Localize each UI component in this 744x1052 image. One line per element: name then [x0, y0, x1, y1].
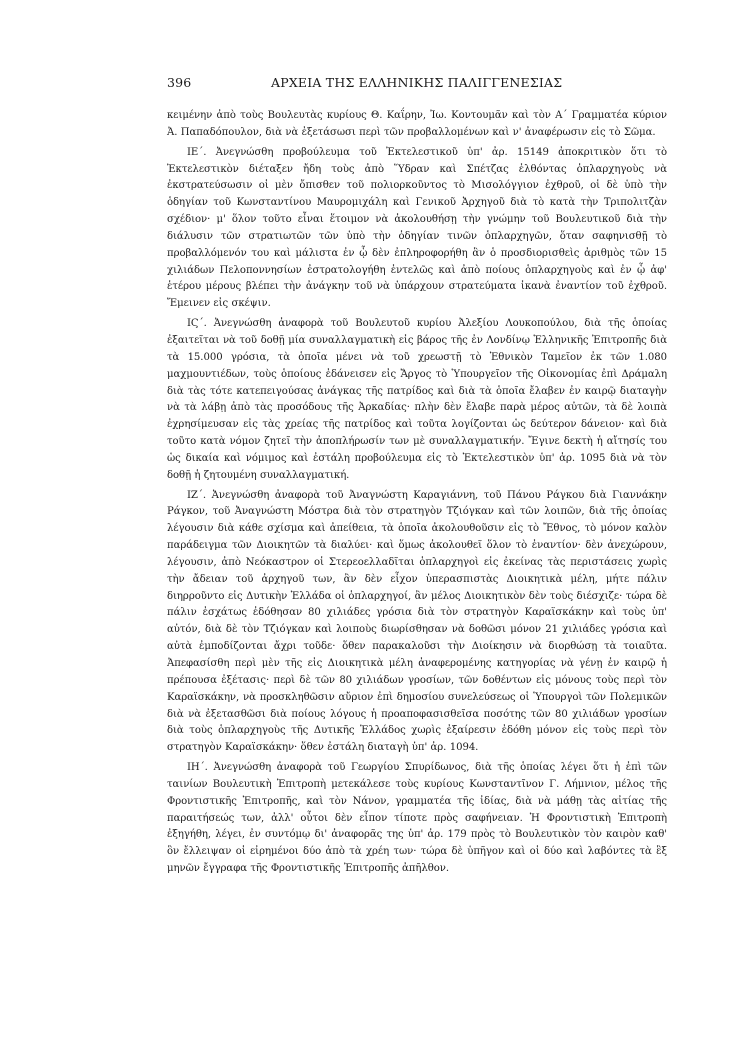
paragraph-continuation: κειμένην ἀπὸ τοὺς Βουλευτὰς κυρίους Θ. Καΐρην, Ἰω. Κοντουμᾶν καὶ τὸν Α΄ Γραμματέα κύριον Ἀ. Παπαδόπουλον, διὰ νὰ ἐξετάσωσι περὶ τῶν προβαλλομένων καὶ ν' ἀναφέρωσιν εἰς τὸ Σῶμα.	[167, 110, 667, 138]
paragraph-item-15: ΙΕ΄. Ἀνεγνώσθη προβούλευμα τοῦ Ἐκτελεστικοῦ ὑπ' ἀρ. 15149 ἀποκριτικὸν ὅτι τὸ Ἐκτελεστικὸν διέταξεν ἤδη τοὺς ἀπὸ Ὕδραν καὶ Σπέτζας ἐλθόντας ὁπλαρχηγοὺς νὰ ἐκστρατεύσωσιν οἱ μὲν ὄπισθεν τοῦ πολιορκοῦντος τὸ Μισολόγγιον ἐχθροῦ, οἱ δὲ ὑπὸ τὴν ὁδηγίαν τοῦ Κωνσταντίνου Μαυρομιχάλη καὶ Γενικοῦ Ἀρχηγοῦ διὰ τὸ κατὰ τὴν Τριπολιτζὰν σχέδιον· μ' ὅλον τοῦτο εἶναι ἕτοιμον νὰ ἀκολουθήσῃ τὴν γνώμην τοῦ Βουλευτικοῦ διὰ τὴν διάλυσιν τῶν στρατιωτῶν τῶν ὑπὸ τὴν ὁδηγίαν τινῶν ὁπλαρχηγῶν, ὅταν σαφηνισθῇ τὸ προβαλλόμενόν του καὶ μάλιστα ἐν ᾧ δὲν ἐπληροφορήθη ἂν ὁ προσδιορισθεὶς ἀριθμὸς τῶν 15 χιλιάδων Πελοποννησίων ἐστρατολογήθη ἐντελῶς καὶ ἀπὸ ποίους ὁπλαρχηγοὺς καὶ ἐν ᾧ ἀφ' ἑτέρου μέρους βλέπει τὴν ἀνάγκην τοῦ νὰ ὑπάρχουν στρατεύματα ἱκανὰ ἐναντίον τοῦ ἐχθροῦ. Ἔμεινεν εἰς σκέψιν.	[167, 146, 667, 310]
running-title: ΑΡΧΕΙΑ ΤΗΣ ΕΛΛΗΝΙΚΗΣ ΠΑΛΙΓΓΕΝΕΣΙΑΣ	[271, 75, 563, 90]
paragraph-item-18: ΙΗ΄. Ἀνεγνώσθη ἀναφορὰ τοῦ Γεωργίου Σπυρίδωνος, διὰ τῆς ὁποίας λέγει ὅτι ἡ ἐπὶ τῶν ταινίων Βουλευτικὴ Ἐπιτροπὴ μετεκάλεσε τοὺς κυρίους Κωνσταντῖνον Γ. Λήμνιον, μέλος τῆς Φροντιστικῆς Ἐπιτροπῆς, καὶ τὸν Νάνον, γραμματέα τῆς ἰδίας, διὰ νὰ μάθῃ τὰς αἰτίας τῆς παραιτήσεώς των, ἀλλ' οὗτοι δὲν εἶπον τίποτε πρὸς σαφήνειαν. Ἡ Φροντιστικὴ Ἐπιτροπὴ ἐξηγήθη, λέγει, ἐν συντόμῳ δι' ἀναφορᾶς της ὑπ' ἀρ. 179 πρὸς τὸ Βουλευτικὸν τὸν καιρὸν καθ' ὃν ἔλλειψαν οἱ εἰρημένοι δύο ἀπὸ τὰ χρέη των· τώρα δὲ ὑπῆγον καὶ οἱ δύο καὶ λαβόντες τὰ ἓξ μηνῶν ἔγγραφα τῆς Φροντιστικῆς Ἐπιτροπῆς ἀπῆλθον.	[167, 762, 667, 875]
paragraph-item-17: ΙΖ΄. Ἀνεγνώσθη ἀναφορὰ τοῦ Ἀναγνώστη Καραγιάννη, τοῦ Πάνου Ράγκου διὰ Γιαννάκην Ράγκον, τοῦ Ἀναγνώστη Μόστρα διὰ τὸν στρατηγὸν Τζιόγκαν καὶ τῶν λοιπῶν, διὰ τῆς ὁποίας λέγουσιν διὰ κάθε σχίσμα καὶ ἀπείθεια, τὰ ὁποῖα ἀκολουθοῦσιν εἰς τὸ Ἔθνος, τὸ μόνον καλὸν παράδειγμα τῶν Διοικητῶν τὰ διαλύει· καὶ ὅμως ἀκολουθεῖ ὅλον τὸ ἐναντίον· δὲν ἀνεχώρουν, λέγουσιν, ἀπὸ Νεόκαστρον οἱ Στερεοελλαδῖται ὁπλαρχηγοὶ εἰς ἐκείνας τὰς περιστάσεις χωρὶς τὴν ἄδειαν τοῦ ἀρχηγοῦ των, ἂν δὲν εἶχον ὑπερασπιστὰς Διοικητικὰ μέλη, μήτε πάλιν διηρροῦντο εἰς Δυτικὴν Ἑλλάδα οἱ ὁπλαρχηγοί, ἂν μέλος Διοικητικὸν δὲν τοὺς διέσχιζε· τώρα δὲ πάλιν ἐσχάτως ἐδόθησαν 80 χιλιάδες γρόσια διὰ τὸν στρατηγὸν Καραϊσκάκην καὶ τοὺς ὑπ' αὐτόν, διὰ δὲ τὸν Τζιόγκαν καὶ λοιποὺς διωρίσθησαν νὰ δοθῶσι μόνον 21 χιλιάδες γρόσια καὶ αὐτὰ ἐμποδίζονται ἄχρι τοῦδε· ὅθεν παρακαλοῦσι τὴν Διοίκησιν νὰ διορθώσῃ τὰ τοιαῦτα. Ἀπεφασίσθη περὶ μὲν τῆς εἰς Διοικητικὰ μέλη ἀναφερομένης κατηγορίας νὰ γένῃ ἐν καιρῷ ἡ πρέπουσα ἐξέτασις· περὶ δὲ τῶν 80 χιλιάδων γροσίων, τῶν δοθέντων εἰς μόνους τοὺς περὶ τὸν Καραϊσκάκην, νὰ προσκληθῶσιν αὔριον ἐπὶ δημοσίου συνελεύσεως οἱ Ὑπουργοὶ τῶν Πολεμικῶν διὰ νὰ ἐξετασθῶσι διὰ ποίους λόγους ἡ προαποφασισθεῖσα ποσότης τῶν 80 χιλιάδων γροσίων διὰ τοὺς ὁπλαρχηγοὺς τῆς Δυτικῆς Ἑλλάδος χωρὶς ἐξαίρεσιν ἐδόθη μόνον εἰς τοὺς περὶ τὸν στρατηγὸν Καραϊσκάκην· ὅθεν ἐστάλη διαταγὴ ὑπ' ἀρ. 1094.	[167, 489, 667, 754]
page-header	[167, 75, 667, 95]
paragraph-item-16: ΙϚ΄. Ἀνεγνώσθη ἀναφορὰ τοῦ Βουλευτοῦ κυρίου Ἀλεξίου Λουκοπούλου, διὰ τῆς ὁποίας ἐξαιτεῖται νὰ τοῦ δοθῇ μία συναλλαγματικὴ εἰς βάρος τῆς ἐν Λονδίνῳ Ἑλληνικῆς Ἐπιτροπῆς διὰ τὰ 15.000 γρόσια, τὰ ὁποῖα μένει νὰ τοῦ χρεωστῇ τὸ Ἐθνικὸν Ταμεῖον ἐκ τῶν 1.080 μαχμουντιέδων, τοὺς ὁποίους ἐδάνεισεν εἰς Ἄργος τὸ Ὑπουργεῖον τῆς Οἰκονομίας ἐπὶ Δράμαλη διὰ τὰς τότε κατεπειγούσας ἀνάγκας τῆς πατρίδος καὶ διὰ τὰ ὁποῖα ἔλαβεν ἐν καιρῷ διαταγὴν νὰ τὰ λάβῃ ἀπὸ τὰς προσόδους τῆς Ἀρκαδίας· πλὴν δὲν ἔλαβε παρὰ μέρος αὐτῶν, τὰ δὲ λοιπὰ ἐχρησίμευσαν εἰς τὰς χρείας τῆς πατρίδος καὶ τοῦτα λογίζονται ὡς δεύτερον δάνειον· καὶ διὰ τοῦτο κατὰ νόμον ζητεῖ τὴν ἀποπλήρωσίν των μὲ συναλλαγματικήν. Ἔγινε δεκτὴ ἡ αἴτησίς του ὡς δικαία καὶ νόμιμος καὶ ἐστάλη προβούλευμα εἰς τὸ Ἐκτελεστικὸν ὑπ' ἀρ. 1095 διὰ νὰ τὸν δοθῇ ἡ ζητουμένη συναλλαγματική.	[167, 318, 667, 481]
page-number: 396	[167, 75, 192, 90]
body-text	[167, 108, 667, 881]
